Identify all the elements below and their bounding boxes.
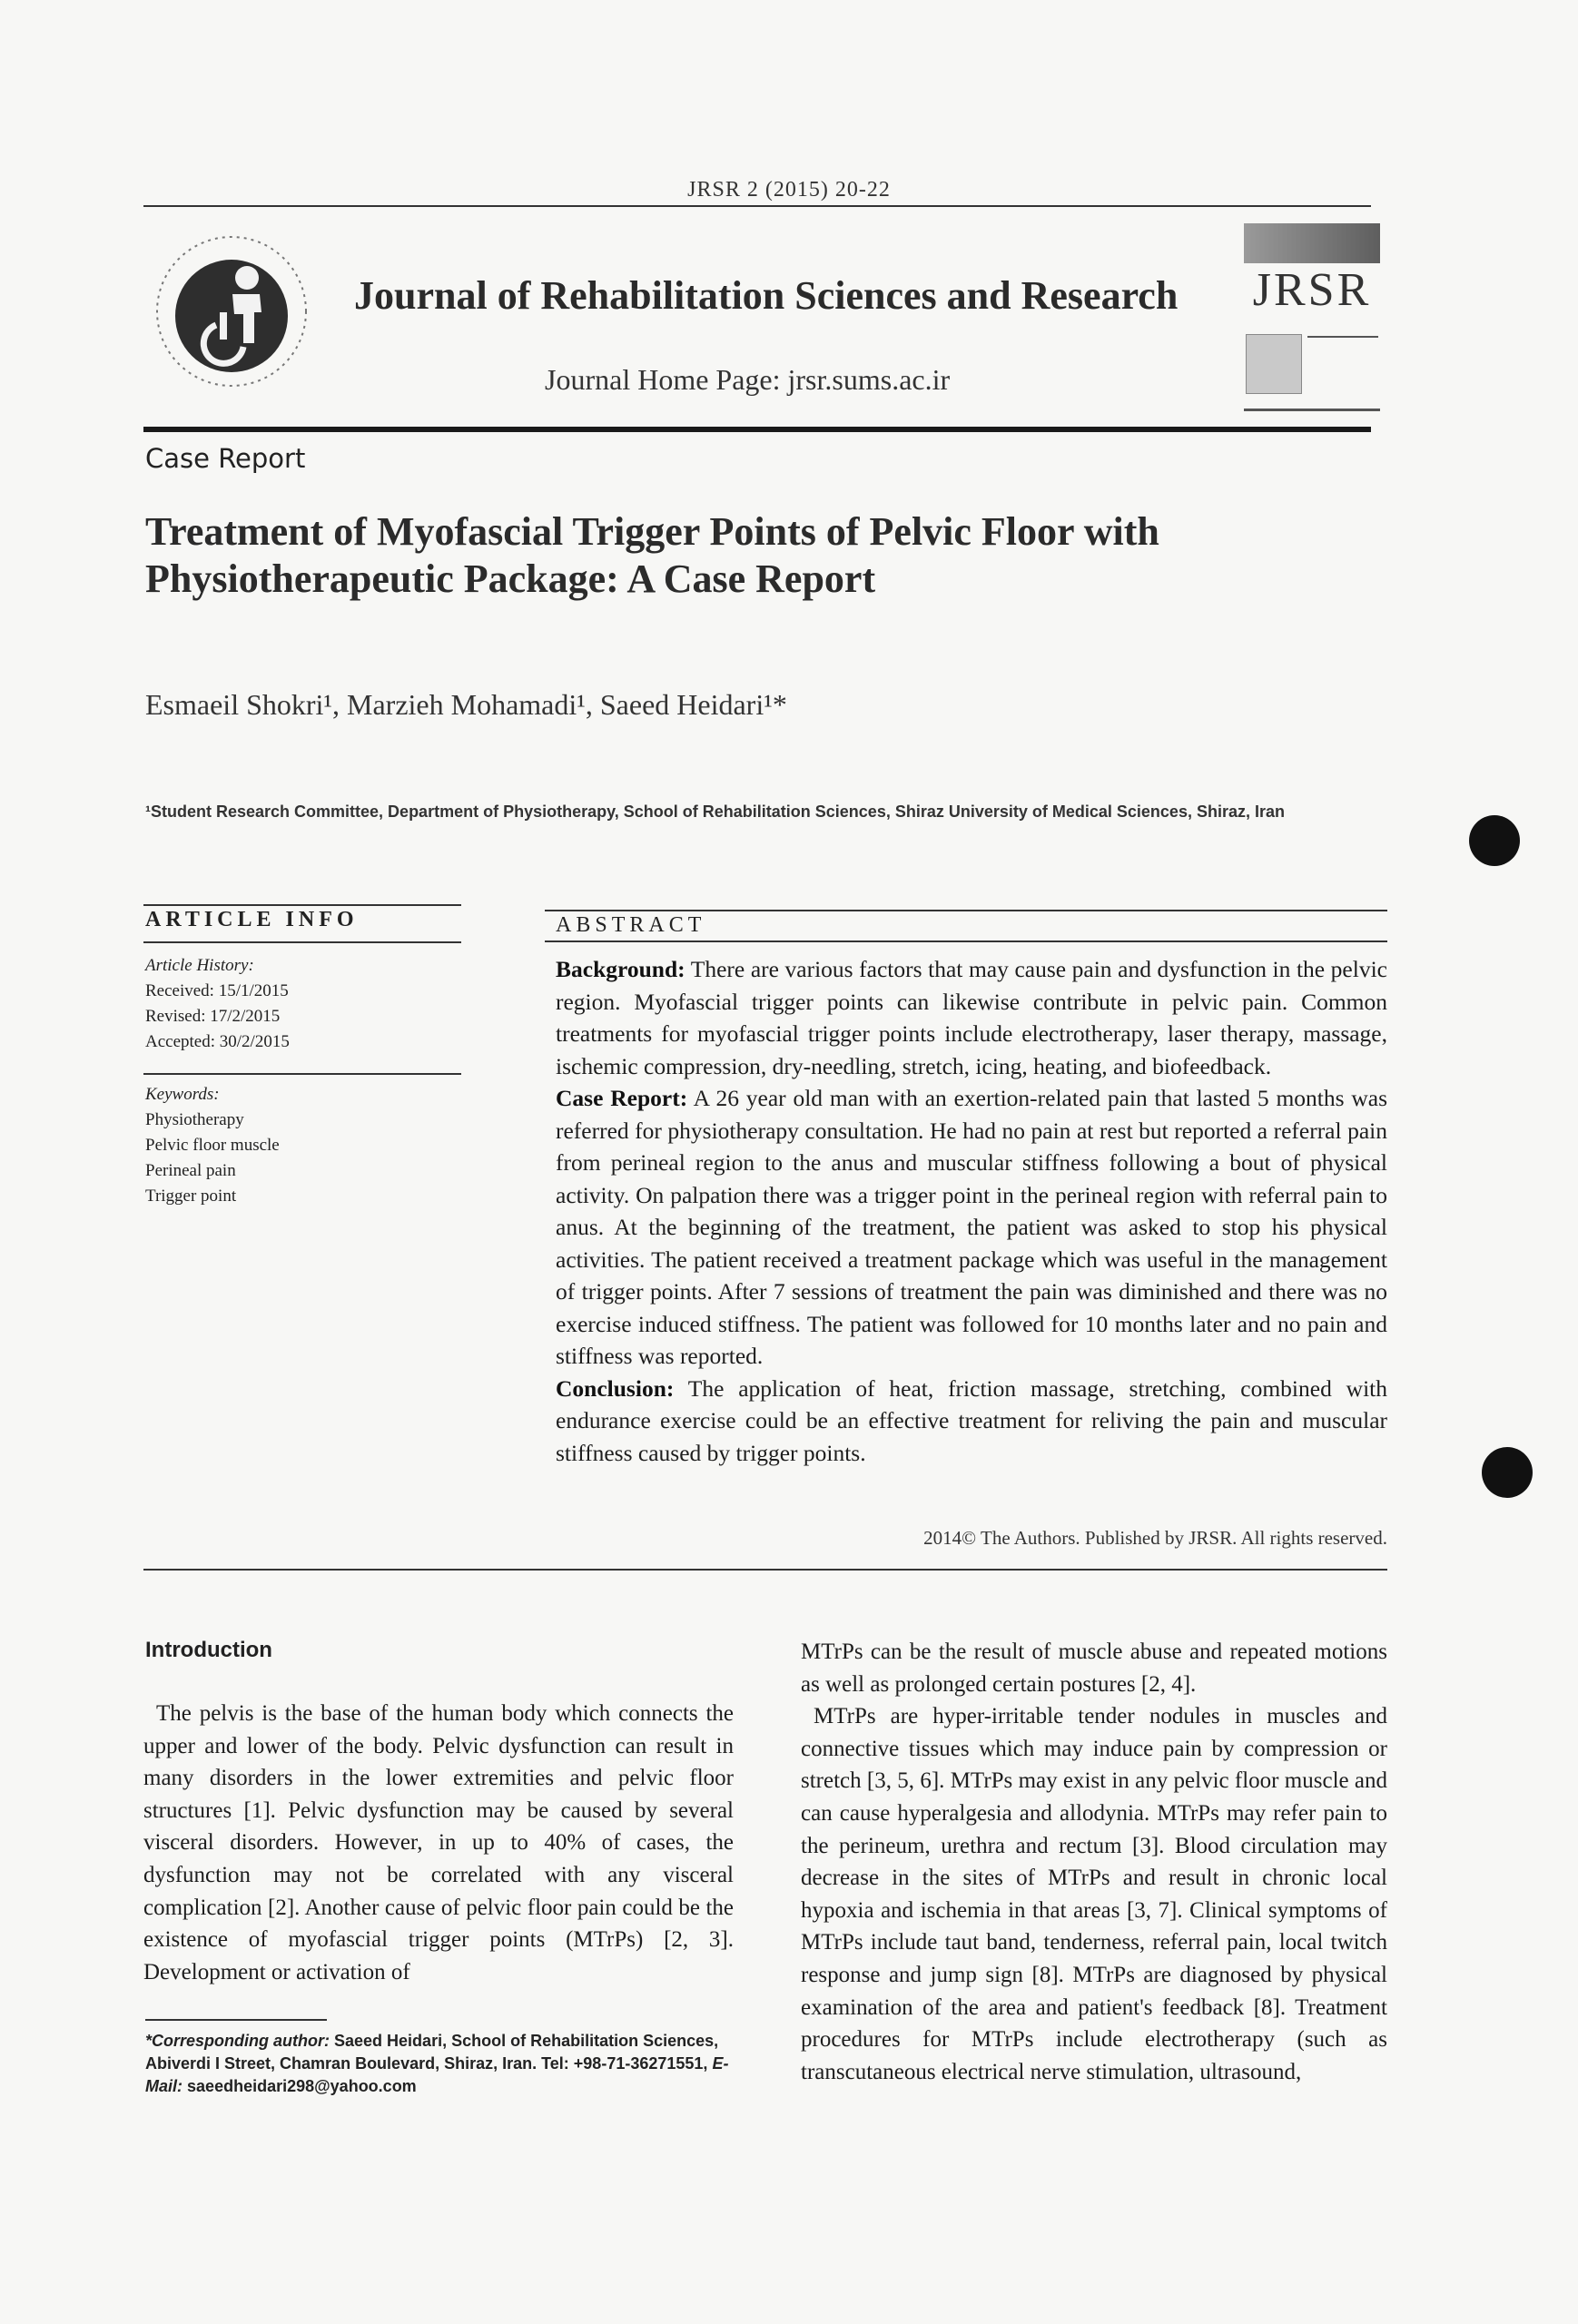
email-label: E-Mail: (145, 2054, 729, 2095)
author-affiliation: ¹Student Research Committee, Department of Physiotherapy, School of Rehabilitation Sciences, Shiraz University of Medical Sciences, Shiraz, Iran (145, 803, 1285, 821)
intro-paragraph: MTrPs can be the result of muscle abuse and repeated motions as well as prolonged certain postures [2, 4]. (801, 1640, 1387, 1697)
footnote-label: *Corresponding author: (145, 2032, 330, 2050)
badge-image-icon (1246, 334, 1302, 394)
header-rule (143, 205, 1371, 207)
article-title: Treatment of Myofascial Trigger Points of Pelvic Floor with Physiotherapeutic Package: A Case Report (145, 509, 1159, 601)
article-info-rule (143, 941, 461, 943)
keywords-label: Keywords: (145, 1085, 220, 1104)
badge-bottom-line (1244, 409, 1380, 411)
keywords (145, 1082, 280, 1209)
badge-text: JRSR (1252, 264, 1372, 316)
history-revised: Revised: 17/2/2015 (145, 1007, 281, 1026)
history-received: Received: 15/1/2015 (145, 981, 289, 1000)
society-logo-icon (145, 225, 318, 398)
history-accepted: Accepted: 30/2/2015 (145, 1032, 290, 1051)
introduction-left-column (143, 1698, 734, 1988)
keyword-item: Pelvic floor muscle (145, 1136, 280, 1155)
introduction-heading: Introduction (145, 1638, 272, 1662)
article-info-divider (143, 1073, 461, 1075)
footnote-text: Saeed Heidari, School of Rehabilitation Sciences, Abiverdi I Street, Chamran Boulevard, Shiraz, Iran. Tel: +98-71-36271551, (145, 2032, 719, 2073)
corresponding-author-footnote (145, 2030, 735, 2098)
abstract-heading: ABSTRACT (556, 913, 706, 937)
abstract-case (556, 1082, 1387, 1373)
intro-paragraph: The pelvis is the base of the human body which connects the upper and lower of the body. Pelvic dysfunction can result in many disorders in the lower extremities and pelvic floor structures [1]. Pelvic dysfunction may be caused by several visceral disorders. However, in up to 40% of cases, the dysfunction may not be correlated with any visceral complication [2]. Another cause of pelvic floor pain could be the existence of myofascial trigger points (MTrPs) [2, 3]. Development or activation of (143, 1701, 734, 1984)
background-label: Background: (556, 956, 685, 982)
article-type-label: Case Report (145, 443, 306, 474)
copyright-notice: 2014© The Authors. Published by JRSR. All rights reserved. (923, 1527, 1387, 1549)
article-info-heading: ARTICLE INFO (145, 908, 359, 931)
abstract-background (556, 953, 1387, 1082)
running-head: JRSR 2 (2015) 20-22 (687, 178, 891, 202)
journal-home-page: Journal Home Page: jrsr.sums.ac.ir (545, 363, 951, 396)
badge-band (1244, 223, 1380, 263)
journal-title: Journal of Rehabilitation Sciences and Research (354, 273, 1179, 318)
abstract-rule (545, 940, 1387, 942)
introduction-right-column (801, 1636, 1387, 2088)
keyword-item: Trigger point (145, 1187, 237, 1206)
article-authors: Esmaeil Shokri¹, Marzieh Mohamadi¹, Saeed Heidari¹* (145, 688, 787, 721)
abstract-body (556, 953, 1387, 1469)
footnote-rule (145, 2019, 327, 2021)
abstract-bottom-rule (143, 1569, 1387, 1571)
article-history (145, 953, 290, 1055)
abstract-conclusion (556, 1373, 1387, 1470)
scan-hole-mark (1469, 815, 1520, 866)
intro-paragraph: MTrPs are hyper-irritable tender nodules in muscles and connective tissues which may induce pain by compression or stretch [3, 5, 6]. MTrPs may exist in any pelvic floor muscle and can cause hyperalgesia and allodynia. MTrPs may refer pain to the perineum, urethra and rectum [3]. Blood circulation may decrease in the sites of MTrPs and result in chronic local hypoxia and ischemia in that areas [3, 7]. Clinical symptoms of MTrPs include taut band, tenderness, referral pain, local twitch response and jump sign [8]. MTrPs are diagnosed by physical examination of the area and patient's feedback [8]. Treatment procedures for MTrPs include electrotherapy (such as transcutaneous electrical nerve stimulation, ultrasound, (801, 1704, 1387, 2084)
email-address[interactable]: saeedheidari298@yahoo.com (187, 2077, 417, 2095)
article-history-label: Article History: (145, 956, 254, 975)
conclusion-text: The application of heat, friction massage, stretching, combined with endurance exercise could be an effective treatment for reliving the pain and muscular stiffness caused by trigger points. (556, 1374, 1387, 1466)
scan-hole-mark (1482, 1447, 1533, 1498)
header-thick-rule (143, 427, 1371, 432)
article-info-rule (143, 904, 461, 906)
case-text: A 26 year old man with an exertion-related pain that lasted 5 months was referred for physiotherapy consultation. He had no pain at rest but reported a referral pain from perineal region to the anus and muscular stiffness following a bout of physical activity. On palpation there was a trigger point in the perineal region with referral pain to anus. At the beginning of the treatment, the patient was asked to stop his physical activities. The patient received a treatment package which was useful in the management of trigger points. After 7 sessions of treatment the pain was diminished and there was no exercise induced stiffness. The patient was followed for 10 months later and no pain and stiffness was reported. (556, 1085, 1388, 1369)
case-label: Case Report: (556, 1085, 688, 1111)
keyword-item: Perineal pain (145, 1161, 236, 1180)
keyword-item: Physiotherapy (145, 1110, 244, 1129)
jrsr-badge (1244, 223, 1380, 414)
badge-line (1307, 336, 1378, 338)
abstract-rule (545, 910, 1387, 911)
conclusion-label: Conclusion: (556, 1374, 675, 1402)
background-text: There are various factors that may cause pain and dysfunction in the pelvic region. Myofascial trigger points can likewise contribute in pelvic pain. Common treatments for myofascial trigger points include electrotherapy, laser therapy, massage, ischemic compression, dry-needling, stretch, icing, heating, and biofeedback. (556, 956, 1387, 1079)
